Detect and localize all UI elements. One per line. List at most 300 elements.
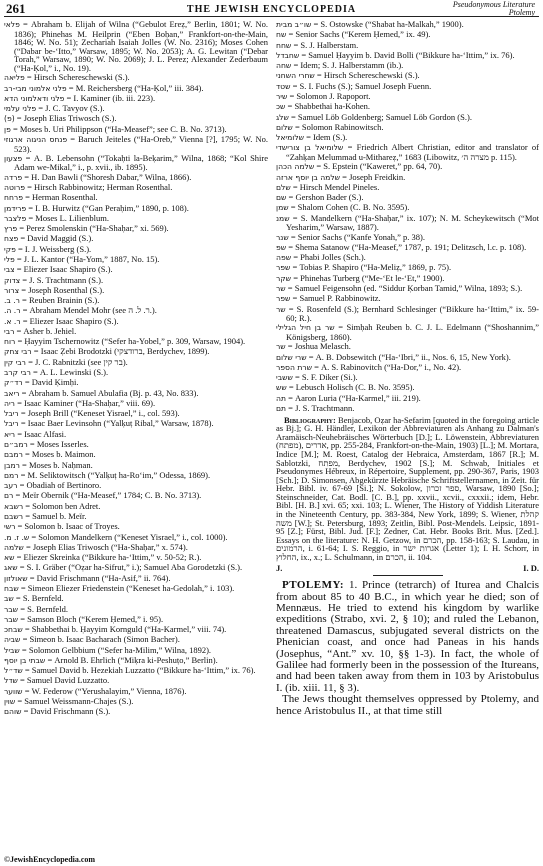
entry-hebrew: ריבל — [4, 419, 19, 429]
entry-text: = Phabi Jolles (Sch.). — [293, 252, 366, 263]
entry-hebrew: שבר — [4, 604, 19, 614]
entry-hebrew: שוין — [4, 697, 16, 707]
entry — [276, 383, 539, 393]
entry-hebrew: ריאב — [4, 388, 20, 398]
entry-hebrew: פרץ — [4, 224, 18, 234]
entry — [276, 263, 539, 273]
entry — [276, 162, 539, 172]
entry-text: = Obadiah of Bertinoro. — [19, 480, 102, 491]
entry-hebrew: פליאה — [4, 73, 25, 83]
entry-text: = Isaac Ẓebi Brodotzki (ברודצקי, Berdychev, 1899). — [33, 346, 210, 357]
entry-text: = Eliezer Skreinka (“Bikkure ha-‘Ittim,” v. 50-52; R.). — [16, 552, 202, 563]
entry-text: = Solomon Mandelkern (“Keneset Yisrael,” i., col. 1000). — [31, 531, 228, 542]
entry-text: = Shalom Cohen (C. B. No. 3595). — [290, 202, 410, 213]
entry-text: = David Maggid (S.). — [20, 233, 94, 244]
entry-hebrew: שחבדל — [276, 50, 300, 60]
entry — [4, 317, 268, 327]
entry — [4, 450, 268, 460]
entry — [276, 51, 539, 61]
entry-text: = Abraham Mendel Mohr (see ר. ל. ה.). — [22, 305, 157, 316]
entry-hebrew: ריא — [4, 429, 16, 439]
entry-text: = Friedrich Albert Christian, editor and translator of “Zahḳan Melummad u-Mithareẓ,” 1683 (Libowitz, מצרה ה׳ p. 115). — [286, 142, 540, 162]
entry — [276, 82, 539, 92]
entry-text: = Hirsch Rabbinowitz; Herman Rosenthal. — [27, 181, 173, 192]
entry — [4, 553, 268, 563]
entry-text: = Moses b. Naḥman. — [22, 459, 93, 470]
entry-hebrew: שביל — [4, 645, 20, 655]
entry — [4, 183, 268, 193]
entry — [276, 193, 539, 203]
entry-text: = Perez Smolenskin (“Ha-Shaḥar,” xi. 569). — [19, 223, 169, 234]
entry-hebrew: שחה — [276, 61, 292, 71]
entry-hebrew: שלום — [276, 122, 293, 132]
entry-text: = Solomon Gelbbium (“Sefer ha-Milim,” Wilna, 1892). — [21, 644, 212, 655]
entry — [4, 502, 268, 512]
entry — [4, 286, 268, 296]
entry-text: = A. B. Lebensohn (“Tokaḥti la-Beḳarim,” Wilna, 1868; “Kol Shire Adam we-Mikal,” i., p. xvii., ib. 1895). — [14, 152, 269, 173]
entry-hebrew: שר — [276, 342, 286, 352]
ptolemy-headword: PTOLEMY: — [282, 579, 345, 592]
entry-text: = Samuel P. Rabbinowitz. — [292, 293, 381, 304]
entry-hebrew: פרחח — [4, 193, 23, 203]
entry-hebrew: שו״ב מבית — [276, 20, 312, 29]
entry — [276, 61, 539, 71]
entry-hebrew: רוח — [4, 337, 16, 347]
entry-hebrew: פן — [4, 124, 11, 134]
entry-hebrew: שוהם — [4, 707, 22, 717]
entry-text: = Eliezer Isaac Shapiro (S.). — [22, 315, 119, 326]
entry-text: = Tobias P. Shapiro (“Ha-Meliẓ,” 1869, p. 75). — [292, 262, 452, 273]
entry-hebrew: פרידמן — [4, 203, 27, 213]
entry — [4, 522, 268, 532]
entry-text: = David Frischmann (“Ha-Asif,” ii. 764). — [29, 572, 171, 583]
entry-text: = Ḥayyim Tschernowitz (“Sefer ha-Yobel,” p. 309, Warsaw, 1904). — [17, 336, 246, 347]
entry — [4, 697, 268, 707]
entry-hebrew: צבי — [4, 265, 15, 275]
running-header — [4, 2, 539, 17]
entry — [4, 114, 268, 124]
entry-text: = Simḥah Reuben b. C. J. L. Edelmann (“Shoshannim,” Königsberg, 1860). — [286, 322, 539, 342]
entry-text: = Shema Satanow (“Ha-Measef,” 1787, p. 191; Delitzsch, l.c. p. 108). — [288, 241, 527, 252]
entry-hebrew: שש — [276, 383, 287, 393]
entry — [4, 543, 268, 553]
entry-text: = S. Epstein (“Kaweret,” pp. 64, 70). — [316, 161, 443, 172]
entry — [4, 255, 268, 265]
entry — [4, 605, 268, 615]
entry-text: = David Ḳimḥi. — [24, 377, 79, 388]
signature — [276, 564, 539, 573]
entry — [4, 584, 268, 594]
entry-hebrew: רשבם — [4, 511, 24, 521]
entry-text: = Arnold B. Ehrlich (“Miḳra ki-Peshuṭo,” Berlin). — [47, 654, 218, 665]
page-number: 261 — [6, 1, 26, 16]
entry — [276, 373, 539, 383]
entry-hebrew: שכ — [276, 102, 286, 112]
bibliography — [276, 416, 539, 562]
entry-hebrew: שביה — [4, 635, 21, 645]
entry-text: = J. L. Kantor (“Ha-Yom,” 1887, No. 15). — [16, 253, 160, 264]
entry-hebrew: שם — [276, 193, 287, 203]
entry — [4, 409, 268, 419]
entry — [276, 353, 539, 363]
footer-copyright: ©JewishEncyclopedia.com — [4, 855, 96, 864]
entry-text: = S. Mandelkern (“Ha-Shaḥar,” ix. 107); N. M. Scheykewitsch (“Mot Yesharim,” Warsaw, 1887). — [286, 212, 540, 233]
entry — [276, 233, 539, 243]
entry-hebrew: שלמה — [4, 542, 24, 552]
entry — [4, 419, 268, 429]
entry-text: = Solomon b. Isaac of Troyes. — [17, 521, 120, 532]
entry-hebrew: פצח — [4, 234, 19, 244]
entry — [4, 512, 268, 522]
ptolemy-para-2: The Jews thought themselves oppressed by Ptolemy, and hence Aristobulus II., at that time still — [276, 693, 539, 717]
entry-hebrew: ר. ב. — [4, 296, 20, 306]
entry — [4, 204, 268, 214]
entry-hebrew: פצעון — [4, 153, 23, 163]
entry-text: = S. I. Gräber (“Oẓar ha-Sifrut,” i.); Samuel Aba Gorodetzki (S.). — [19, 562, 243, 573]
entry-text: = J. S. Trachtmann (S.). — [22, 274, 104, 285]
entry-hebrew: רד״ק — [4, 378, 23, 388]
entry-text: = J. S. Trachtmann. — [288, 402, 355, 413]
entry-hebrew: רשי — [4, 522, 16, 532]
entry-hebrew: שבחכ — [4, 625, 23, 635]
entry-text: = Solomon J. Rapoport. — [289, 90, 371, 101]
ptolemy-article — [276, 580, 539, 694]
entry-text: = S. F. Diker (Si.). — [294, 372, 358, 383]
entry-hebrew: צרור — [4, 285, 20, 295]
entry-text: = S. I. Fuchs (S.); Samuel Joseph Fuenn. — [292, 80, 432, 91]
entry — [4, 173, 268, 183]
entry-text: = Phinehas Turberg (“Me-‘Et le-‘Et,” 1900). — [293, 272, 445, 283]
entry-hebrew: פלני ודאלמוני הדא — [4, 93, 65, 103]
running-title: THE JEWISH ENCYCLOPEDIA — [186, 4, 357, 15]
section-divider — [373, 575, 443, 576]
entry-text: = I. B. Hurwitz (“Gan Peraḥim,” 1890, p. 108). — [28, 202, 189, 213]
entry-text: = Isaac Baer Levinsohn (“Yalḳuṭ Ribal,” Warsaw, 1878). — [20, 418, 214, 429]
entry-hebrew: רם — [4, 491, 14, 501]
entry-text: = Joseph Rosenthal (S.). — [21, 284, 105, 295]
entry-text: = Moses L. Lilienblum. — [28, 212, 109, 223]
entry-hebrew: שלומיאל בן צורישדי — [276, 143, 344, 153]
entry — [276, 92, 539, 102]
entry — [4, 687, 268, 697]
entry-text: = Abraham b. Samuel Abulafia (Bj. p. 43, No. 833). — [21, 387, 199, 398]
ptolemy-article-cont — [276, 694, 539, 717]
entry — [4, 276, 268, 286]
entry — [4, 491, 268, 501]
entry — [4, 594, 268, 604]
entry-text: = A. B. Dobsewitch (“Ha-‘Ibri,” ii., Nos. 6, 15, New York). — [308, 351, 511, 362]
entry-text: = Idem; S. J. Halberstamm (ib.). — [293, 60, 404, 71]
entry-hebrew: פלני עלמי — [4, 104, 37, 114]
entry-text: = S. Ostowske (“Shabat ha-Malkah,” 1900). — [313, 19, 464, 29]
entry — [276, 305, 539, 323]
entry-text: = Gershon Bader (S.). — [288, 192, 364, 203]
entry-hebrew: שאולזון — [4, 573, 28, 583]
entry-hebrew: שבתי בן יוסף — [4, 655, 46, 665]
left-column — [4, 20, 268, 718]
entry-hebrew: רבי — [4, 326, 15, 336]
entry — [4, 481, 268, 491]
entry-text: = Solomon ben Adret. — [25, 500, 101, 511]
entry — [276, 203, 539, 213]
entry — [276, 284, 539, 294]
entry — [4, 347, 268, 357]
entry-hebrew: שיר — [276, 91, 288, 101]
entry — [276, 253, 539, 263]
entry-hebrew: שד״ל — [4, 666, 23, 676]
entry — [4, 533, 268, 543]
entry-hebrew: רעב — [4, 481, 18, 491]
entry — [4, 20, 268, 73]
entry-text: = Joseph Brill (“Keneset Yisrael,” i., col. 593). — [20, 408, 180, 419]
entry-text: = H. Dan Bawli (“Shoresh Dabar,” Wilna, 1866). — [24, 171, 192, 182]
entry-hebrew: שר — [276, 304, 286, 314]
entry-text: = Joseph Elias Triwosch (S.). — [16, 113, 117, 124]
entry — [4, 73, 268, 83]
entry — [4, 615, 268, 625]
entry-hebrew: רבי צחק — [4, 347, 32, 357]
entry-hebrew: פלצבר — [4, 213, 27, 223]
entry-text: = Joseph Elias Triwosch (“Ha-Shaḥar,” x. 574). — [25, 541, 188, 552]
entry-hebrew: שמנ — [276, 213, 290, 223]
entry-text: = Hirsch Schereschewski (S.). — [316, 70, 420, 81]
entry-text: = Idem (S.). — [306, 132, 348, 143]
entry-hebrew: שחח — [276, 40, 292, 50]
entry-text: = Shabbethai b. Ḥayyim Kornguld (“Ha-Karmel,” viii. 74). — [24, 624, 227, 635]
entry-hebrew: שלומיאל — [276, 133, 305, 143]
entry-text: = S. J. Halberstam. — [293, 39, 359, 50]
entry-hebrew: שרת הספר — [276, 362, 312, 372]
entry-text: = Samuel Weissmann-Chajes (S.). — [17, 696, 134, 707]
entry — [276, 274, 539, 284]
entry-text: = Samuel Ḥayyim b. David Bolli (“Bikkure ha-‘Ittim,” ix. 76). — [301, 49, 515, 60]
entry-hebrew: שא — [4, 553, 15, 563]
entry-text: = Asher b. Jehiel. — [16, 325, 77, 336]
entry-hebrew: שווער — [4, 686, 23, 696]
entry-text: = Eliezer Isaac Shapiro (S.). — [16, 264, 113, 275]
entry-hebrew: שר בן חיל הגלילי — [276, 323, 335, 333]
entry-text: = J. C. Tavyov (S.). — [38, 103, 105, 114]
entry-hebrew: שרי שלום — [276, 352, 307, 362]
entry — [276, 173, 539, 183]
entry-hebrew: שלמה בן יוסף ארזה — [276, 172, 341, 182]
entry-text: = W. Federow (“Yerushalayim,” Vienna, 1876). — [24, 685, 187, 696]
entry-hebrew: רמב״ם — [4, 440, 28, 449]
entry-text: = J. C. Rabnitzki (see בר קין). — [28, 356, 128, 367]
entry-hebrew: שלמה הכהן — [276, 162, 315, 172]
entry — [276, 394, 539, 404]
entry — [4, 625, 268, 635]
entry — [4, 224, 268, 234]
entry — [4, 574, 268, 584]
entry-text: = Moses Isserles. — [29, 439, 89, 449]
entry — [276, 404, 539, 414]
entry-text: = Meïr Obernik (“Ha-Measef,” 1784; C. B. No. 3713). — [15, 490, 202, 501]
entry-text: = A. S. Rabinovitch (“Ha-Dor,” i., No. 42). — [314, 361, 462, 372]
entry — [276, 243, 539, 253]
entry-text: = Lebusch Holisch (C. B. No. 3595). — [288, 382, 415, 393]
entry — [4, 563, 268, 573]
entry-hebrew: ריבל — [4, 409, 19, 419]
entry-text: = Samuel Löb Goldenberg; Samuel Löb Gordon (S.). — [290, 111, 472, 122]
entry — [4, 337, 268, 347]
entry — [4, 471, 268, 481]
entry — [276, 363, 539, 373]
entry — [4, 327, 268, 337]
entry-text: = Samuel David b. Hezekiah Luzzatto (“Bikkure ha-‘Ittim,” ix. 76). — [24, 665, 256, 676]
entry — [276, 41, 539, 51]
entry — [4, 707, 268, 717]
entry — [276, 133, 539, 143]
entry — [276, 294, 539, 304]
entry-hebrew: שח — [276, 30, 287, 40]
entry-text: = S. Bernfeld. — [15, 593, 64, 604]
running-keywords — [453, 1, 535, 17]
entry-hebrew: ריה — [4, 398, 15, 408]
entry-text: = Moses b. Maimon. — [25, 449, 96, 460]
signature-left: J. — [276, 562, 283, 573]
entry-hebrew: שפ — [276, 242, 287, 252]
entry-hebrew: צדוק — [4, 275, 21, 285]
entry-hebrew: ר. א. — [4, 316, 21, 326]
entry — [4, 135, 268, 153]
entry-hebrew: (פ) — [4, 114, 15, 124]
entry-hebrew: שטד — [276, 81, 291, 91]
entry-text: = Baruch Jeiteles (“Ha-Oreb,” Vienna [?], 1795; W. No. 523). — [14, 133, 269, 154]
entry-text: = Simeon b. Isaac Bacharach (Simon Bacher). — [22, 634, 180, 645]
entry — [4, 358, 268, 368]
entry — [4, 296, 268, 306]
entry — [4, 389, 268, 399]
entry-text: = A. L. Lewinski (S.). — [32, 367, 109, 378]
entry-hebrew: ששבי — [276, 373, 293, 383]
entry — [276, 214, 539, 232]
entry-text: = Samson Bloch (“Kerem Ḥemed,” i. 95). — [20, 613, 164, 624]
entry — [276, 113, 539, 123]
entry — [4, 656, 268, 666]
bibliography-text: Benjacob, Oẓar ha-Sefarim [quoted in the foregoing article as Bj.]; G. H. Händler, Lexikon der Abbreviaturen als Anhang zu Dalman's Aramäisch-Neuhebräisches Wörterbuch [D.]; L. Löwenstein, Abbreviaturen (מפתח), אדרים, pp. 255-284, Frankfort-on-the-Main, 1903) [L.]; M. Mortara, Indice [M.]; M. Roest, Catalog der Hebraica, Amsterdam, 1867 [R.]; M. Sablotzki, מפתח, Berdychev, 1902 [S.]; M. Schwab, Initiales et Pseudonymes Hébreux, in Répertoire, Supplement, pp. 290-367, Paris, 1903 [Sch.]; D. Simonsen, Abgekürzte Hebräische Schriftstellernamen, in Zeit. für Hebr. Bibl. iv. 67-69 [Si.]; N. Sokolow, ספר זכרון, Warsaw, 1890 [So.]; Steinschneider, Cat. Bodl. [C. B.], pp. xxvii., xcvii., cxxxii.; idem, Hebr. Bibl. [H. B.] xvi. 65; xxi. 103; L. Wiener, The History of Yiddish Literature in the Nineteenth Century, pp. 383-384, New York, 1899; S. Wiener, קהלת משה [W.]; St. Petersburg, 1893; Zeitlin, Bibl. Post-Mendels. Leipsic, 1891-95 [Z.]; Fürst, Bibl. Jud. [F.]; Zedner, Cat. Hebr. Books Brit. Mus. [Zed.]. Essays on the literature: N. H. Getzow, in הכרם, pp. 158-163; S. Laudau, in הרמונים, i. 61-64; I. S. Reggio, in אגרות ישר (Letter 1); I. H. Schorr, in החלוץ, ix., x.; L. Schulmann, in הכרם, ii. 104. — [276, 414, 540, 563]
entry — [4, 676, 268, 686]
entry-text: = Solomon Rabinowitsch. — [294, 121, 384, 132]
entry-hebrew: פרדה — [4, 172, 23, 182]
entry-hebrew: פלי — [4, 254, 15, 264]
entry — [4, 635, 268, 645]
entry — [276, 323, 539, 341]
entry — [276, 20, 539, 30]
entry-hebrew: רמבן — [4, 460, 20, 470]
entry-text: = Isaac Kaminer (“Ha-Shaḥar,” viii. 69). — [17, 397, 156, 408]
entry — [276, 30, 539, 40]
entry-text: = Hirsch Mendel Pineles. — [292, 181, 380, 192]
entry — [276, 143, 539, 161]
entry-hebrew: תה — [276, 393, 286, 403]
entry-hebrew: רשבא — [4, 501, 24, 511]
entry-hebrew: שבח — [4, 583, 19, 593]
entry — [4, 94, 268, 104]
entry-hebrew: שלם — [276, 182, 291, 192]
entry-hebrew: פנחס הניגוה ארגוזי — [4, 134, 68, 144]
entry — [4, 666, 268, 676]
entry — [4, 214, 268, 224]
entry-text: = Isaac Alfasi. — [17, 428, 67, 439]
entry-text: = S. Rosenfeld (S.); Bernhard Schlesinger (“Bikkure ha-‘Ittim,” ix. 59-60; R.). — [286, 303, 539, 324]
entry-hebrew: שלג — [276, 112, 289, 122]
entry-hebrew: פלני אלמוני מבי-רב — [4, 83, 67, 93]
right-column — [276, 20, 539, 717]
entry-text: = Hirsch Schereschewski (S.). — [26, 72, 130, 83]
entry-hebrew: פקי — [4, 244, 16, 254]
entry — [276, 102, 539, 112]
right-entry-list — [276, 20, 539, 414]
entry — [4, 440, 268, 450]
keyword-top: Pseudonymous Literature — [452, 0, 535, 9]
entry-hebrew: ר. ה. — [4, 306, 21, 316]
signature-right: I. D. — [523, 562, 539, 573]
entry-hebrew: שב — [4, 594, 14, 604]
keyword-bottom: Ptolemy — [508, 8, 535, 17]
entry-hebrew: רבי קרב — [4, 368, 31, 378]
entry-hebrew: ש. ז. מ. — [4, 532, 30, 542]
entry-text: = I. J. Weissberg (S.). — [17, 243, 92, 254]
entry — [4, 430, 268, 440]
ptolemy-para-1: 1. Prince (tetrarch) of Iturea and Chalcis from about 85 to 40 B.C., in which year he died; son of Mennæus. He tried to extend his kingdom by warlike expeditions (Strabo, xvi. 2, § 10); and ruled the Lebanon, threatened Damascus, subjugated several districts on the Phenician coast, and once had Paneas in his hands (Josephus, “Ant.” xv. 10, §§ 1-3). In fact, the whole of Galilee had formerly been in the possession of the Itureans, and had been taken away from them in 103 by Aristobulus I. (ib. xiii. 11, § 3). — [276, 579, 540, 694]
entry — [276, 183, 539, 193]
entry-hebrew: שנר — [276, 232, 289, 242]
entry-text: = Herman Rosenthal. — [25, 192, 98, 203]
entry — [4, 154, 268, 172]
entry — [276, 123, 539, 133]
bibliography-label: Bibliography: — [284, 414, 336, 425]
entry — [4, 84, 268, 94]
entry — [4, 234, 268, 244]
entry — [4, 368, 268, 378]
entry-text: = Samuel Feigensohn (ed. “Siddur Ḳorban Tamid,” Wilna, 1893; S.). — [287, 282, 523, 293]
entry-hebrew: רמבם — [4, 450, 23, 460]
entry-text: = Samuel David Luzzatto. — [19, 675, 110, 686]
entry — [4, 646, 268, 656]
entry-hebrew: רבי קין — [4, 357, 26, 367]
entry-text: = Abraham b. Elijah of Wilna (“Gebulot Ereẓ,” Berlin, 1801; W. No. 1836); Phinehas M. Heilprin (“Eben Boḥan,” Frankfort-on-the-Main, 1846; W. No. 51); Zechariah Isaiah Jolles (W. No. 2316); Moses Cohen (“Dabar be-‘Itto,” Warsaw, 1895; W. No. 2053); A. G. Lewitan (“Debar Torah,” Warsaw, 1890; W. No. 2069); J. L. Perez; Alexander Zederbaum (“Ha-Ḳol,” i., No. 19). — [14, 19, 268, 73]
entry-text: = Moses b. Uri Philippson (“Ha-Measef”; see C. B. No. 3713). — [12, 123, 227, 134]
entry-hebrew: שקר — [276, 273, 292, 283]
entry — [4, 378, 268, 388]
entry-text: = Samuel b. Meïr. — [25, 510, 87, 521]
entry-text: = Simeon Eliezer Friedenstein (“Keneset ha-Gedolah,” i. 103). — [20, 582, 235, 593]
entry-hebrew: תם — [276, 403, 287, 413]
entry-text: = Joshua Melasch. — [287, 341, 351, 352]
entry — [4, 399, 268, 409]
entry-hebrew: שמן — [276, 203, 289, 213]
entry-text: = M. Reichersberg (“Ha-Ḳol,” iii. 384). — [68, 82, 204, 93]
entry-hebrew: שחרי השחני — [276, 71, 315, 81]
entry-text: = Senior Sachs (“Kanfe Yonah,” p. 38). — [290, 231, 426, 242]
entry — [4, 461, 268, 471]
entry-text: = S. Bernfeld. — [20, 603, 68, 614]
entry-hebrew: שר — [276, 283, 286, 293]
entry-hebrew: פרוטה — [4, 182, 25, 192]
entry — [4, 125, 268, 135]
entry — [4, 104, 268, 114]
entry — [4, 193, 268, 203]
entry-hebrew: שאג — [4, 563, 18, 573]
entry-hebrew: שפה — [276, 253, 292, 263]
entry-text: = David Frischmann (S.). — [23, 706, 111, 717]
entry-text: = M. Seliktowitsch (“Yalḳuṭ ha-Ro‘im,” Odessa, 1869). — [20, 469, 211, 480]
entry-text: = Senior Sachs (“Kerem Ḥemed,” ix. 49). — [288, 29, 431, 40]
entry-text: = I. Kaminer (ib. iii. 223). — [66, 92, 156, 103]
entry-text: = Joseph Freidkin. — [342, 171, 406, 182]
entry-text: = Reuben Brainin (S.). — [22, 295, 100, 306]
